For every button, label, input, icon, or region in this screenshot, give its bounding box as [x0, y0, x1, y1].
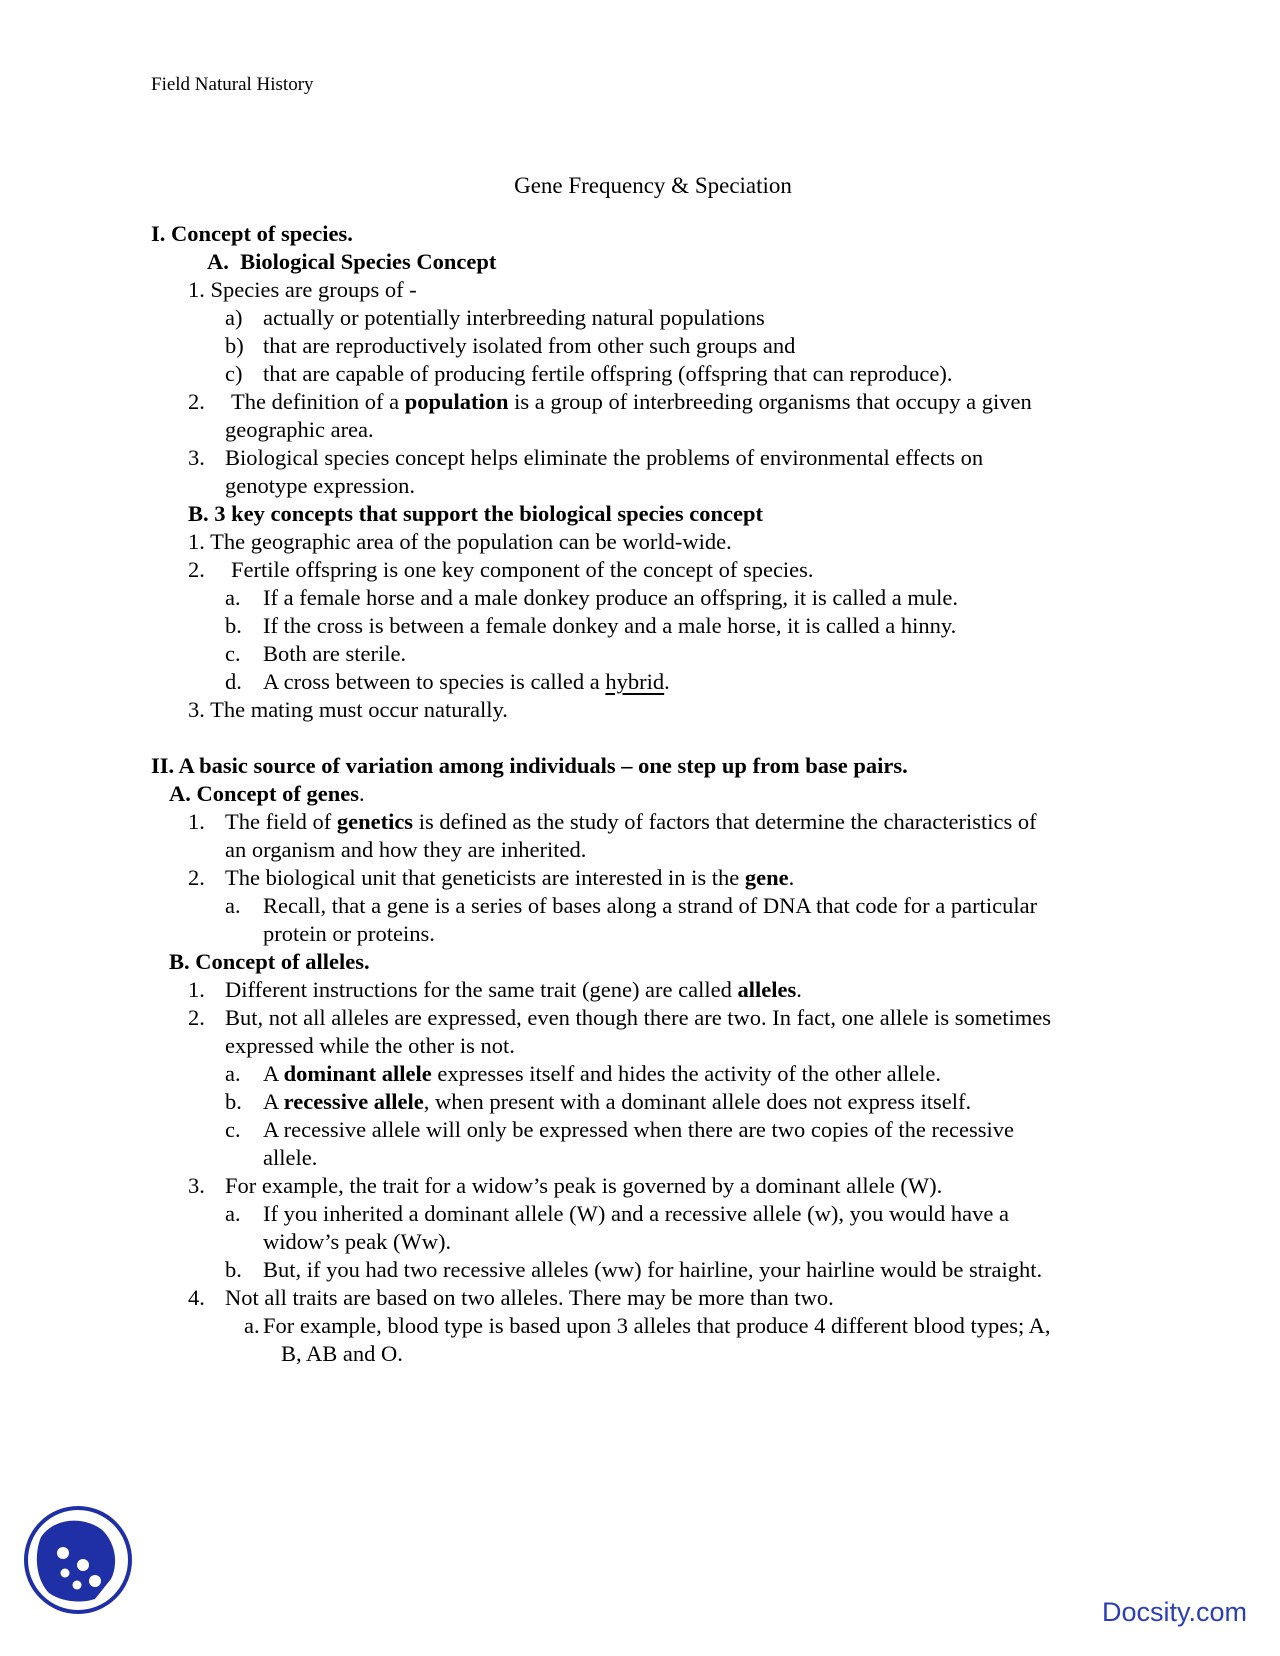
list-marker: b. — [225, 1257, 242, 1282]
list-item — [225, 976, 802, 1004]
list-marker: a. — [225, 1201, 241, 1226]
list-marker: c. — [225, 1117, 241, 1142]
list-item: 3. The mating must occur naturally. — [188, 697, 508, 722]
text-run: , when present with a dominant allele does not express itself. — [423, 1089, 972, 1114]
document-title: Gene Frequency & Speciation — [514, 173, 792, 198]
section-1-heading-text: I. Concept of species. — [151, 221, 353, 246]
list-marker: a. — [244, 1313, 260, 1338]
list-marker: 2. — [188, 1005, 205, 1030]
section-2-heading-text: II. A basic source of variation among individuals – one step up from base pairs. — [151, 753, 908, 778]
term-population: population — [404, 389, 509, 414]
text-run: expresses itself and hides the activity of the other allele. — [431, 1061, 941, 1086]
list-item-continuation: allele. — [263, 1145, 318, 1170]
section-1-heading — [151, 220, 353, 248]
list-marker: 1. — [188, 809, 205, 834]
list-marker: a. — [225, 585, 241, 610]
list-item: Recall, that a gene is a series of bases along a strand of DNA that code for a particular — [263, 893, 1038, 918]
text-run: A cross between to species is called a — [263, 669, 606, 694]
list-item-continuation: geographic area. — [225, 417, 374, 442]
list-item: actually or potentially interbreeding natural populations — [263, 305, 765, 330]
list-item: that are reproductively isolated from other such groups and — [263, 333, 796, 358]
list-item: Fertile offspring is one key component of the concept of species. — [231, 557, 814, 582]
section-2b-title: B. Concept of alleles. — [169, 949, 370, 974]
text-run: is a group of interbreeding organisms that occupy a given — [508, 389, 1032, 414]
text-run: . — [788, 865, 795, 890]
list-item-continuation: B, AB and O. — [281, 1341, 403, 1366]
section-2a-heading — [169, 780, 365, 808]
text-run: The biological unit that geneticists are interested in is the — [225, 865, 745, 890]
section-1a-heading — [207, 248, 496, 276]
list-item: that are capable of producing fertile offspring (offspring that can reproduce). — [263, 361, 953, 386]
text-run: A — [263, 1089, 284, 1114]
list-marker: b. — [225, 613, 242, 638]
term-gene: gene — [744, 865, 789, 890]
section-1a-title: Biological Species Concept — [240, 249, 497, 274]
term-alleles: alleles — [737, 977, 797, 1002]
list-marker: 2. — [188, 557, 205, 582]
section-1b-title: B. 3 key concepts that support the biological species concept — [188, 501, 763, 526]
text-run: A — [263, 1061, 284, 1086]
list-marker: b. — [225, 1089, 242, 1114]
text-run: is defined as the study of factors that determine the characteristics of — [413, 809, 1037, 834]
docsity-brand-link[interactable]: Docsity.com — [1102, 1597, 1248, 1627]
text-run: The definition of a — [231, 389, 405, 414]
list-item: If you inherited a dominant allele (W) and a recessive allele (w), you would have a — [263, 1201, 1009, 1226]
page-header: Field Natural History — [151, 74, 314, 95]
list-marker: b) — [225, 333, 244, 358]
section-2-heading — [151, 752, 908, 780]
list-item — [225, 864, 794, 892]
list-item-continuation: expressed while the other is not. — [225, 1033, 515, 1058]
list-item — [231, 388, 1032, 416]
list-marker: a) — [225, 305, 243, 330]
list-item: But, if you had two recessive alleles (ww) for hairline, your hairline would be straight. — [263, 1257, 1043, 1282]
list-item: 1. Species are groups of - — [188, 277, 417, 302]
section-2b-heading — [169, 948, 370, 976]
list-item: A recessive allele will only be expressed when there are two copies of the recessive — [263, 1117, 1014, 1142]
list-item — [263, 668, 670, 696]
list-item: Not all traits are based on two alleles. There may be more than two. — [225, 1285, 834, 1310]
term-dominant-allele: dominant allele — [283, 1061, 432, 1086]
section-2a-title: A. Concept of genes — [169, 781, 359, 806]
list-item: For example, the trait for a widow’s peak is governed by a dominant allele (W). — [225, 1173, 943, 1198]
list-marker: 2. — [188, 865, 205, 890]
section-1b-heading — [188, 500, 763, 528]
list-marker: c. — [225, 641, 241, 666]
text-run: . — [664, 669, 670, 694]
list-item: Biological species concept helps eliminate the problems of environmental effects on — [225, 445, 984, 470]
list-marker: 2. — [188, 389, 205, 414]
list-item — [263, 1060, 941, 1088]
list-marker: c) — [225, 361, 243, 386]
text-run: The field of — [225, 809, 337, 834]
term-recessive-allele: recessive allele — [283, 1089, 424, 1114]
term-genetics: genetics — [336, 809, 414, 834]
list-item-continuation: genotype expression. — [225, 473, 415, 498]
list-marker: 4. — [188, 1285, 205, 1310]
list-item — [225, 808, 1037, 836]
section-1a-marker: A. — [207, 249, 229, 274]
list-item: For example, blood type is based upon 3 alleles that produce 4 different blood types; A, — [263, 1313, 1051, 1338]
list-item — [263, 1088, 971, 1116]
list-marker: 3. — [188, 1173, 205, 1198]
list-item-continuation: protein or proteins. — [263, 921, 435, 946]
text-run: . — [358, 781, 365, 806]
text-run: Different instructions for the same trait (gene) are called — [225, 977, 738, 1002]
list-marker: d. — [225, 669, 242, 694]
list-marker: a. — [225, 1061, 241, 1086]
list-marker: 3. — [188, 445, 205, 470]
list-marker: 1. — [188, 977, 205, 1002]
list-item: If a female horse and a male donkey produce an offspring, it is called a mule. — [263, 585, 958, 610]
list-item: 1. The geographic area of the population can be world-wide. — [188, 529, 732, 554]
docsity-logo-icon — [23, 1505, 133, 1615]
list-item-continuation: widow’s peak (Ww). — [263, 1229, 452, 1254]
text-run: . — [796, 977, 802, 1002]
list-item: But, not all alleles are expressed, even though there are two. In fact, one allele is sometimes — [225, 1005, 1051, 1030]
list-item-continuation: an organism and how they are inherited. — [225, 837, 587, 862]
list-marker: a. — [225, 893, 241, 918]
list-item: Both are sterile. — [263, 641, 407, 666]
list-item: If the cross is between a female donkey and a male horse, it is called a hinny. — [263, 613, 957, 638]
term-hybrid: hybrid — [605, 669, 665, 694]
